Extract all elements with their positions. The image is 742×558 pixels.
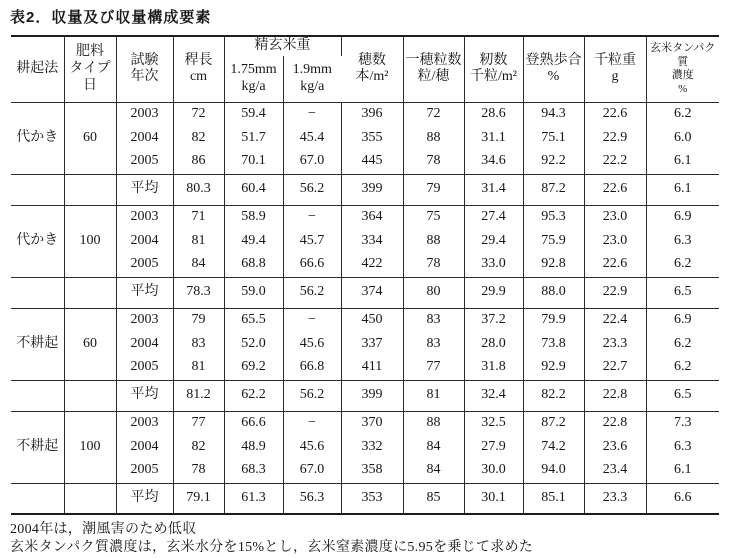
empty-cell [11,277,64,308]
value-cell: 61.3 [224,483,283,514]
value-cell: − [283,308,341,332]
value-cell: 22.2 [584,150,646,174]
header-label: 肥料 [76,44,104,60]
value-cell: 85.1 [523,483,584,514]
col-header-polished-rice-weight [224,36,341,56]
value-cell: 334 [341,229,403,253]
header-label: cm [189,69,208,85]
value-cell: 73.8 [523,332,584,356]
header-label: 本/m² [355,69,389,85]
value-cell: 86 [173,150,224,174]
value-cell: 32.5 [464,411,523,435]
empty-cell [64,380,116,411]
value-cell: 66.6 [224,411,283,435]
value-cell: 45.7 [283,229,341,253]
value-cell: 6.1 [646,174,719,205]
col-header-thousand-grain-weight [584,36,646,102]
empty-cell [11,380,64,411]
value-cell: 88.0 [523,277,584,308]
value-cell: 45.6 [283,332,341,356]
value-cell: 31.8 [464,356,523,380]
year-cell: 2003 [116,205,173,229]
col-header-protein-content [646,36,719,102]
header-label: g [611,69,619,85]
value-cell: 6.1 [674,462,692,478]
value-cell: 58.9 [224,205,283,229]
table-title: 表2．収量及び収量構成要素 [10,9,212,26]
col-header-spikelet-number [464,36,523,102]
value-cell: 79.1 [173,483,224,514]
value-cell: 79.9 [523,308,584,332]
year-row [11,205,719,229]
average-label-cell: 平均 [116,483,173,514]
year-cell: 2004 [116,229,173,253]
year-row [11,253,719,277]
value-cell: 27.9 [464,435,523,459]
value-cell: 411 [341,356,403,380]
value-cell: 355 [341,126,403,150]
col-header-panicle-number [341,36,403,102]
value-cell: 56.2 [283,277,341,308]
footnotes [10,521,732,557]
value-cell: 70.1 [224,150,283,174]
value-cell: 6.6 [646,483,719,514]
value-cell: 22.4 [584,308,646,332]
header-label: 千粒重 [594,52,636,68]
year-row [11,356,719,380]
value-cell: 83 [403,332,464,356]
value-cell: 59.0 [224,277,283,308]
value-cell: 84 [173,253,224,277]
value-cell: 75.9 [523,229,584,253]
value-cell: 31.4 [464,174,523,205]
empty-cell [11,483,64,514]
value-cell: 337 [341,332,403,356]
value-cell: 66.6 [283,253,341,277]
value-cell: 88 [403,126,464,150]
year-cell: 2005 [116,459,173,483]
table-header [11,36,719,102]
header-label: 千粒/m² [470,69,517,85]
header-label: % [678,83,688,95]
value-cell: 30.0 [464,459,523,483]
col-header-grains-per-panicle [403,36,464,102]
tillage-cell: 不耕起 [11,411,64,483]
value-cell: 81 [173,356,224,380]
value-cell: 72 [403,102,464,126]
header-label: 粒/穂 [417,69,450,85]
year-cell: 2005 [116,356,173,380]
average-label-cell: 平均 [116,380,173,411]
year-row [11,102,719,126]
value-cell: 69.2 [224,356,283,380]
header-label: タイプ [69,60,111,76]
value-cell: 22.8 [584,380,646,411]
header-label: 1.9mm [292,62,332,78]
value-cell: 49.4 [224,229,283,253]
value-cell: 48.9 [224,435,283,459]
value-cell: 28.6 [464,102,523,126]
year-cell: 2004 [116,332,173,356]
value-cell: 6.5 [646,380,719,411]
average-row [11,174,719,205]
value-cell: 374 [341,277,403,308]
value-cell: 77 [173,411,224,435]
value-cell: 6.9 [674,311,692,327]
footnote-line: 玄米タンパク質濃度は，玄米水分を15%とし，玄米窒素濃度に5.95を乗じて求めた [10,540,534,556]
col-header-ripened-grain-ratio [523,36,584,102]
year-row [11,332,719,356]
average-label-cell: 平均 [116,277,173,308]
fertilizer-cell: 100 [64,411,116,483]
value-cell: 22.6 [584,253,646,277]
col-header-sieve-19 [283,56,341,102]
value-cell: 22.7 [584,356,646,380]
year-row [11,459,719,483]
year-row [11,435,719,459]
header-label: kg/a [300,78,325,94]
value-cell: 56.2 [283,174,341,205]
value-cell: 81.2 [173,380,224,411]
value-cell: 399 [341,174,403,205]
value-cell: 79 [173,308,224,332]
value-cell: 59.4 [224,102,283,126]
average-row [11,483,719,514]
value-cell: 84 [403,459,464,483]
value-cell: 78 [173,459,224,483]
year-cell: 2003 [116,411,173,435]
value-cell: 52.0 [224,332,283,356]
header-label: % [547,69,560,85]
value-cell: 6.1 [674,153,692,169]
header-label: 試験 [130,52,159,68]
fertilizer-cell: 60 [64,308,116,380]
header-label: 穂数 [358,52,386,68]
value-cell: 6.5 [646,277,719,308]
average-row [11,380,719,411]
value-cell: 68.3 [224,459,283,483]
fertilizer-cell: 60 [64,102,116,174]
col-header-culm-length [173,36,224,102]
year-cell: 2003 [116,308,173,332]
table-body [11,102,719,514]
value-cell: 23.0 [584,205,646,229]
value-cell: 45.4 [283,126,341,150]
header-label: 稈長 [184,52,213,68]
year-cell: 2004 [116,126,173,150]
value-cell: − [283,411,341,435]
value-cell: 32.4 [464,380,523,411]
header-label: 精玄米重 [254,38,311,54]
year-cell: 2003 [116,102,173,126]
value-cell: 67.0 [283,459,341,483]
year-cell: 2004 [116,435,173,459]
value-cell: 6.2 [674,256,692,272]
value-cell: 450 [341,308,403,332]
value-cell: 22.9 [584,277,646,308]
year-row [11,229,719,253]
header-label: 1.75mm [230,62,277,78]
col-header-fertilizer [64,36,116,102]
value-cell: − [283,205,341,229]
value-cell: 85 [403,483,464,514]
value-cell: 74.2 [523,435,584,459]
value-cell: 364 [341,205,403,229]
value-cell: 28.0 [464,332,523,356]
value-cell: 78 [403,253,464,277]
value-cell: 30.1 [464,483,523,514]
value-cell: 6.2 [674,335,692,351]
header-label: 一穂粒数 [405,52,462,68]
value-cell: 72 [173,102,224,126]
value-cell: 94.0 [523,459,584,483]
average-label-cell: 平均 [116,174,173,205]
value-cell: 80.3 [173,174,224,205]
value-cell: 34.6 [464,150,523,174]
value-cell: 77 [403,356,464,380]
value-cell: 82 [173,126,224,150]
value-cell: 332 [341,435,403,459]
value-cell: 22.6 [584,102,646,126]
value-cell: 370 [341,411,403,435]
average-row [11,277,719,308]
fertilizer-cell: 100 [64,205,116,277]
value-cell: 27.4 [464,205,523,229]
value-cell: 92.8 [523,253,584,277]
value-cell: 65.5 [224,308,283,332]
value-cell: 92.9 [523,356,584,380]
value-cell: 62.2 [224,380,283,411]
value-cell: 82.2 [523,380,584,411]
header-label: 籾数 [479,52,508,68]
value-cell: 68.8 [224,253,283,277]
value-cell: 56.2 [283,380,341,411]
empty-cell [11,174,64,205]
year-cell: 2005 [116,253,173,277]
value-cell: 22.8 [584,411,646,435]
header-label: 年次 [130,69,159,85]
value-cell: 33.0 [464,253,523,277]
value-cell: 6.3 [674,232,692,248]
value-cell: 23.4 [584,459,646,483]
value-cell: 95.3 [523,205,584,229]
value-cell: 6.2 [674,105,692,121]
col-header-sieve-175 [224,56,283,102]
value-cell: 87.2 [523,174,584,205]
value-cell: 29.9 [464,277,523,308]
header-label: 玄米タンパク質 [650,41,716,68]
value-cell: 67.0 [283,150,341,174]
value-cell: 396 [341,102,403,126]
empty-cell [64,277,116,308]
value-cell: 23.3 [584,483,646,514]
year-row [11,150,719,174]
yield-table [11,35,719,515]
value-cell: 75 [403,205,464,229]
col-header-tillage [11,36,64,102]
value-cell: 56.3 [283,483,341,514]
value-cell: 88 [403,229,464,253]
value-cell: 358 [341,459,403,483]
tillage-cell: 不耕起 [11,308,64,380]
header-label: kg/a [241,78,266,94]
value-cell: 78 [403,150,464,174]
value-cell: 88 [403,411,464,435]
value-cell: 83 [403,308,464,332]
header-row-1 [11,36,719,56]
value-cell: 75.1 [523,126,584,150]
value-cell: − [283,102,341,126]
value-cell: 80 [403,277,464,308]
col-header-trial-year [116,36,173,102]
value-cell: 83 [173,332,224,356]
value-cell: 79 [403,174,464,205]
value-cell: 84 [403,435,464,459]
value-cell: 7.3 [674,414,692,430]
header-label: 日 [83,77,97,93]
value-cell: 81 [403,380,464,411]
value-cell: 94.3 [523,102,584,126]
value-cell: 66.8 [283,356,341,380]
value-cell: 82 [173,435,224,459]
value-cell: 87.2 [523,411,584,435]
footnote-line: 2004年は，潮風害のため低収 [10,522,197,537]
value-cell: 353 [341,483,403,514]
value-cell: 37.2 [464,308,523,332]
value-cell: 23.0 [584,229,646,253]
value-cell: 22.6 [584,174,646,205]
value-cell: 92.2 [523,150,584,174]
value-cell: 445 [341,150,403,174]
value-cell: 6.0 [674,129,692,145]
value-cell: 6.2 [674,359,692,375]
header-label: 登熟歩合 [525,52,582,68]
value-cell: 6.9 [674,208,692,224]
value-cell: 60.4 [224,174,283,205]
value-cell: 23.3 [584,332,646,356]
year-row [11,308,719,332]
value-cell: 422 [341,253,403,277]
value-cell: 45.6 [283,435,341,459]
value-cell: 81 [173,229,224,253]
year-row [11,411,719,435]
header-label: 耕起法 [16,60,59,76]
year-cell: 2005 [116,150,173,174]
empty-cell [64,174,116,205]
value-cell: 51.7 [224,126,283,150]
value-cell: 78.3 [173,277,224,308]
tillage-cell: 代かき [11,102,64,174]
year-row [11,126,719,150]
tillage-cell: 代かき [11,205,64,277]
value-cell: 22.9 [584,126,646,150]
value-cell: 6.3 [674,438,692,454]
value-cell: 29.4 [464,229,523,253]
empty-cell [64,483,116,514]
header-label: 濃度 [671,69,694,82]
value-cell: 31.1 [464,126,523,150]
value-cell: 71 [173,205,224,229]
value-cell: 23.6 [584,435,646,459]
value-cell: 399 [341,380,403,411]
